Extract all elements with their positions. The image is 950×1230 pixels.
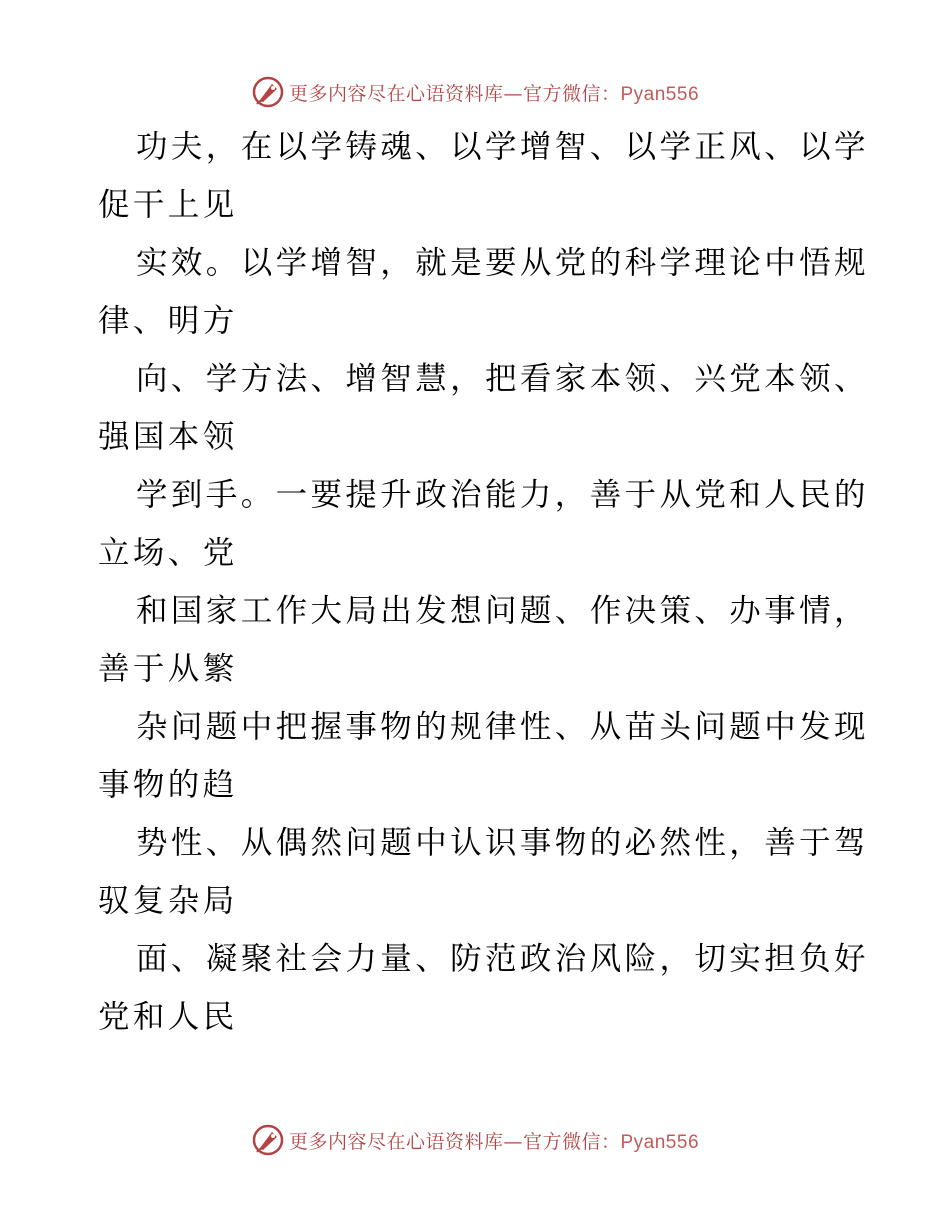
document-body [98,118,869,1046]
line-continuation: 党和人民 [98,999,238,1035]
header-banner [0,72,950,112]
text-line [98,814,869,930]
line-first: 实效。以学增智，就是要从党的科学理论中悟规 [136,245,869,281]
text-line [98,234,869,350]
text-line [98,466,869,582]
line-continuation: 律、明方 [98,303,238,339]
line-first: 势性、从偶然问题中认识事物的必然性，善于驾 [136,825,869,861]
line-first: 功夫，在以学铸魂、以学增智、以学正风、以学 [136,129,869,165]
line-continuation: 事物的趋 [98,767,238,803]
line-continuation: 善于从繁 [98,651,238,687]
line-continuation: 立场、党 [98,535,238,571]
line-first: 学到手。一要提升政治能力，善于从党和人民的 [136,477,869,513]
text-line [98,350,869,466]
line-first: 向、学方法、增智慧，把看家本领、兴党本领、 [136,361,869,397]
line-continuation: 促干上见 [98,187,238,223]
footer-wechat-account: Pyan556 [620,1131,700,1153]
header-wechat-account: Pyan556 [620,83,700,105]
header-banner-text: 更多内容尽在心语资料库—官方微信：Pyan556 [288,82,700,105]
pen-nib-logo-icon [251,75,285,109]
line-first: 面、凝聚社会力量、防范政治风险，切实担负好 [136,941,869,977]
line-first: 杂问题中把握事物的规律性、从苗头问题中发现 [136,709,869,745]
text-line [98,582,869,698]
footer-banner-text: 更多内容尽在心语资料库—官方微信：Pyan556 [288,1130,700,1153]
pen-nib-logo-icon [251,1123,285,1157]
line-continuation: 驭复杂局 [98,883,238,919]
text-line [98,118,869,234]
line-first: 和国家工作大局出发想问题、作决策、办事情， [136,593,869,629]
line-continuation: 强国本领 [98,419,238,455]
text-line [98,930,869,1046]
footer-banner [0,1120,950,1160]
text-line [98,698,869,814]
